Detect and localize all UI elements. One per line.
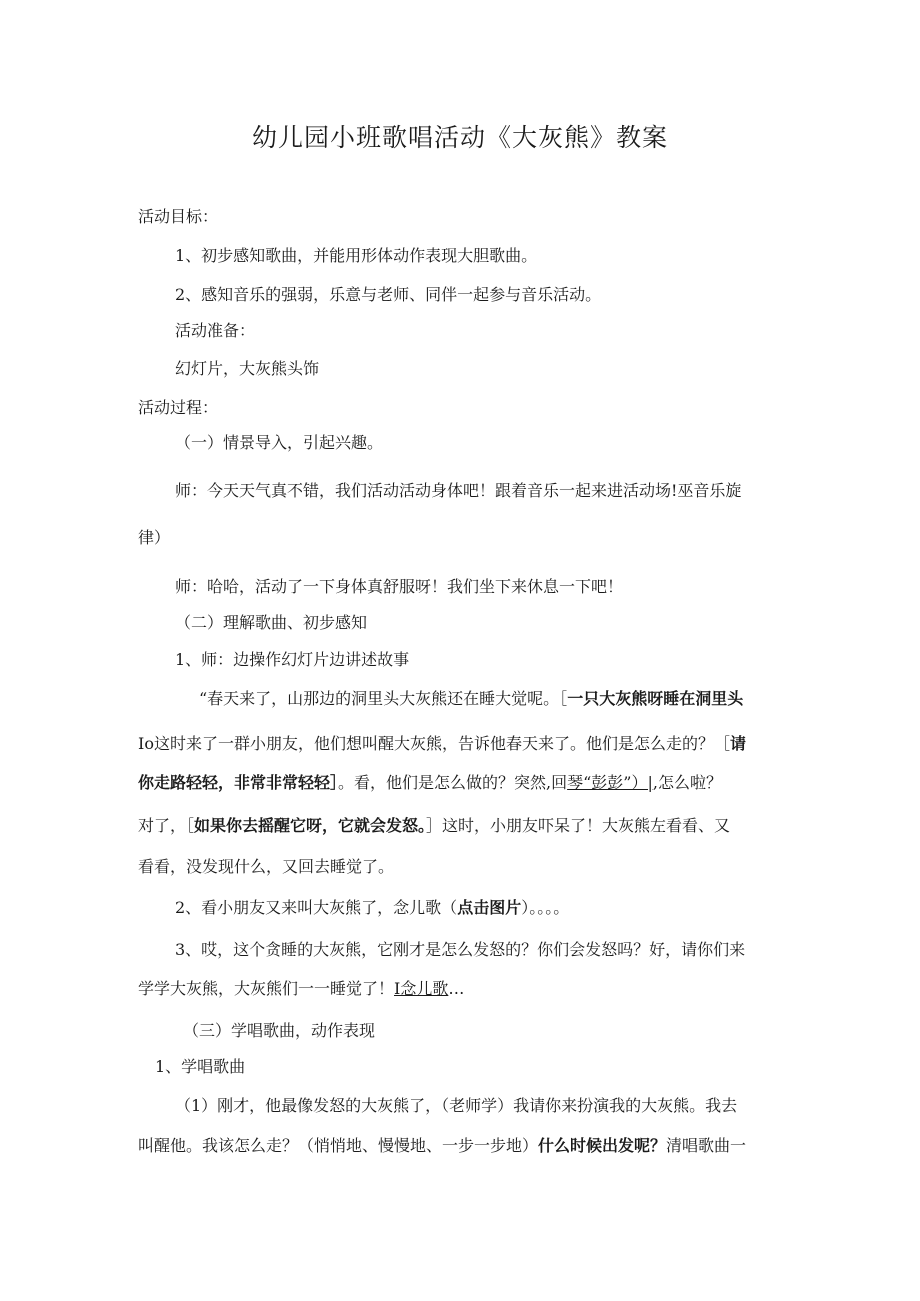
step-2-heading: （二）理解歌曲、初步感知 <box>175 613 368 632</box>
story-text: … <box>448 979 465 998</box>
teacher-line-1-cont: 律） <box>138 528 171 547</box>
step-2-item-3-cont <box>138 978 464 1000</box>
lyric-text: 如果你去摇醒它呀，它就会发怒。 <box>194 816 427 835</box>
lyric-text: 请 <box>729 734 746 753</box>
story-text: ］这时，小朋友吓呆了！大灰熊左看看、又 <box>426 816 731 835</box>
process-heading: 活动过程： <box>138 398 219 417</box>
story-text: 2、看小朋友又来叫大灰熊了，念儿歌（ <box>175 898 458 917</box>
story-text: “春天来了，山那边的洞里头大灰熊还在睡大觉呢。［ <box>199 689 568 708</box>
story-line-4 <box>138 815 730 837</box>
prep-heading: 活动准备： <box>175 321 256 340</box>
prep-items: 幻灯片，大灰熊头饰 <box>175 359 320 378</box>
story-text: 学学大灰熊，大灰熊们一一睡觉了！ <box>138 979 395 998</box>
story-text: 。看，他们是怎么做的？突然,回 <box>338 773 568 792</box>
story-line-5: 看看，没发现什么，又回去睡觉了。 <box>138 857 395 876</box>
goal-item-1: 1、初步感知歌曲，并能用形体动作表现大胆歌曲。 <box>175 246 538 265</box>
goal-item-2: 2、感知音乐的强弱，乐意与老师、同伴一起参与音乐活动。 <box>175 285 602 304</box>
step-3-item-1: 1、学唱歌曲 <box>155 1057 246 1076</box>
story-text: 叫醒他。我该怎么走？（悄悄地、慢慢地、一步一步地） <box>138 1136 539 1155</box>
lyric-text: 你走路轻轻，非常非常轻轻］ <box>138 773 339 792</box>
story-text: 对了，［ <box>138 816 195 835</box>
step-3-sub-1: （1）刚才，他最像发怒的大灰熊了，（老师学）我请你来扮演我的大灰熊。我去 <box>175 1096 738 1115</box>
lyric-text: 一只大灰熊呀睡在洞里头 <box>567 689 744 708</box>
story-text: Io这时来了一群小朋友，他们想叫醒大灰熊，告诉他春天来了。他们是怎么走的？［ <box>138 734 730 753</box>
story-text: ,怎么啦？ <box>652 773 722 792</box>
step-3-sub-1-cont <box>138 1135 746 1157</box>
step-2-item-1: 1、师：边操作幻灯片边讲述故事 <box>175 650 410 669</box>
story-line-1 <box>199 688 743 710</box>
step-3-heading: （三）学唱歌曲，动作表现 <box>183 1021 376 1040</box>
story-text: 清唱歌曲一 <box>666 1136 747 1155</box>
story-line-2 <box>138 733 746 755</box>
goals-heading: 活动目标： <box>138 207 219 226</box>
teacher-line-2: 师：哈哈，活动了一下身体真舒服呀！我们坐下来休息一下吧！ <box>175 577 624 596</box>
teacher-line-1: 师：今天天气真不错，我们活动活动身体吧！跟着音乐一起来进活动场!巫音乐旋 <box>175 481 742 500</box>
story-text: ）。。。。 <box>521 898 570 917</box>
page-title: 幼儿园小班歌唱活动《大灰熊》教案 <box>251 123 668 152</box>
emphasis-text: 什么时候出发呢？ <box>538 1136 667 1155</box>
step-1-heading: （一）情景导入，引起兴趣。 <box>175 433 384 452</box>
step-2-item-3: 3、哎，这个贪睡的大灰熊，它刚才是怎么发怒的？你们会发怒吗？好，请你们来 <box>175 940 746 959</box>
step-2-item-2 <box>175 897 569 919</box>
story-line-3 <box>138 772 722 794</box>
emphasis-text: 点击图片 <box>457 898 522 917</box>
underlined-note: 琴“彭彭”）| <box>567 773 653 792</box>
underlined-note: I念儿歌 <box>394 979 449 998</box>
